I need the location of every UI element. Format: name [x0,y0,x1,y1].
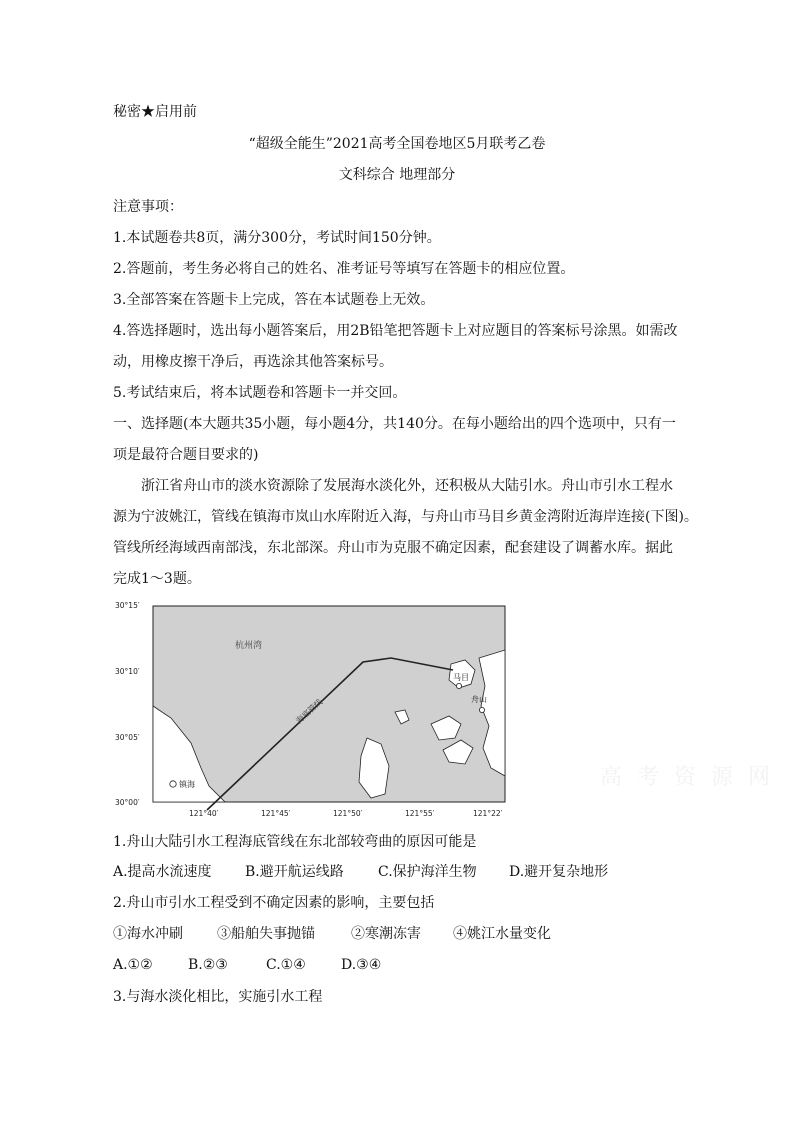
map-marker-zhoushan [479,707,484,712]
secret-label: 秘密★启用前 [113,104,197,120]
question-stem: 3.与海水淡化相比，实施引水工程 [113,989,323,1005]
option-b[interactable]: B.②③ [188,957,228,973]
map-lat-label: 30°00′ [115,798,140,807]
passage-line: 管线所经海域西南部浅，东北部深。舟山市为克服不确定因素，配套建设了调蓄水库。据此 [113,540,673,556]
pipeline-map [113,598,513,820]
question-stem: 1.舟山大陆引水工程海底管线在东北部较弯曲的原因可能是 [113,834,477,850]
watermark: 高 考 资 源 网 [600,765,774,790]
option-b[interactable]: B.避开航运线路 [245,864,344,880]
notice-heading: 注意事项： [113,199,183,215]
notice-item: 2.答题前，考生务必将自己的姓名、准考证号等填写在答题卡的相应位置。 [113,261,575,277]
section-heading: 一、选择题(本大题共35小题，每小题4分，共140分。在每小题给出的四个选项中，只有一 [113,416,676,432]
factor: ③船舶失事抛锚 [217,926,315,942]
passage-line: 浙江省舟山市的淡水资源除了发展海水淡化外，还积极从大陆引水。舟山市引水工程水 [141,478,673,494]
passage-line: 完成1～3题。 [113,571,201,587]
factor: ①海水冲刷 [113,926,183,942]
exam-subtitle: 文科综合 地理部分 [338,167,456,183]
notice-item: 3.全部答案在答题卡上完成，答在本试题卷上无效。 [113,292,435,308]
option-a[interactable]: A.提高水流速度 [113,864,212,880]
question-stem: 2.舟山市引水工程受到不确定因素的影响，主要包括 [113,895,435,911]
option-c[interactable]: C.①④ [266,957,306,973]
exam-title: “超级全能生”2021高考全国卷地区5月联考乙卷 [248,136,546,152]
map-bay-label: 杭州湾 [235,641,263,651]
map-marker-mamu [456,683,461,688]
notice-item: 5.考试结束后，将本试题卷和答题卡一并交回。 [113,385,407,401]
map-lon-label: 121°50′ [333,809,363,818]
map-zhoushan-label: 舟山 [471,695,487,704]
map-pipeline-label: 海底管线 [294,697,325,726]
map-lat-label: 30°15′ [115,601,140,610]
section-heading-cont: 项是最符合题目要求的) [113,447,259,463]
factor: ②寒潮冻害 [351,926,421,942]
map-lon-label: 121°40′ [189,809,219,818]
option-c[interactable]: C.保护海洋生物 [378,864,477,880]
map-lon-label: 121°22′ [473,809,503,818]
notice-item: 4.答选择题时，选出每小题答案后，用2B铅笔把答题卡上对应题目的答案标号涂黑。如需改 [113,323,678,339]
factor: ④姚江水量变化 [453,926,551,942]
option-d[interactable]: D.③④ [341,957,382,973]
option-a[interactable]: A.①② [113,957,153,973]
notice-item: 1.本试题卷共8页，满分300分，考试时间150分钟。 [113,230,441,246]
map-zhenhai-label: 镇海 [179,780,195,789]
map-marker-zhenhai [170,781,176,787]
map-lon-label: 121°45′ [261,809,291,818]
map-lon-label: 121°55′ [405,809,435,818]
map-lat-label: 30°10′ [115,667,140,676]
option-d[interactable]: D.避开复杂地形 [509,864,609,880]
notice-item: 动，用橡皮擦干净后，再选涂其他答案标号。 [113,354,393,370]
map-sea [153,606,505,802]
passage-line: 源为宁波姚江，管线在镇海市岚山水库附近入海，与舟山市马目乡黄金湾附近海岸连接(下图)。 [113,509,698,525]
map-mamu-label: 马目 [453,673,469,682]
map-lat-label: 30°05′ [115,733,140,742]
